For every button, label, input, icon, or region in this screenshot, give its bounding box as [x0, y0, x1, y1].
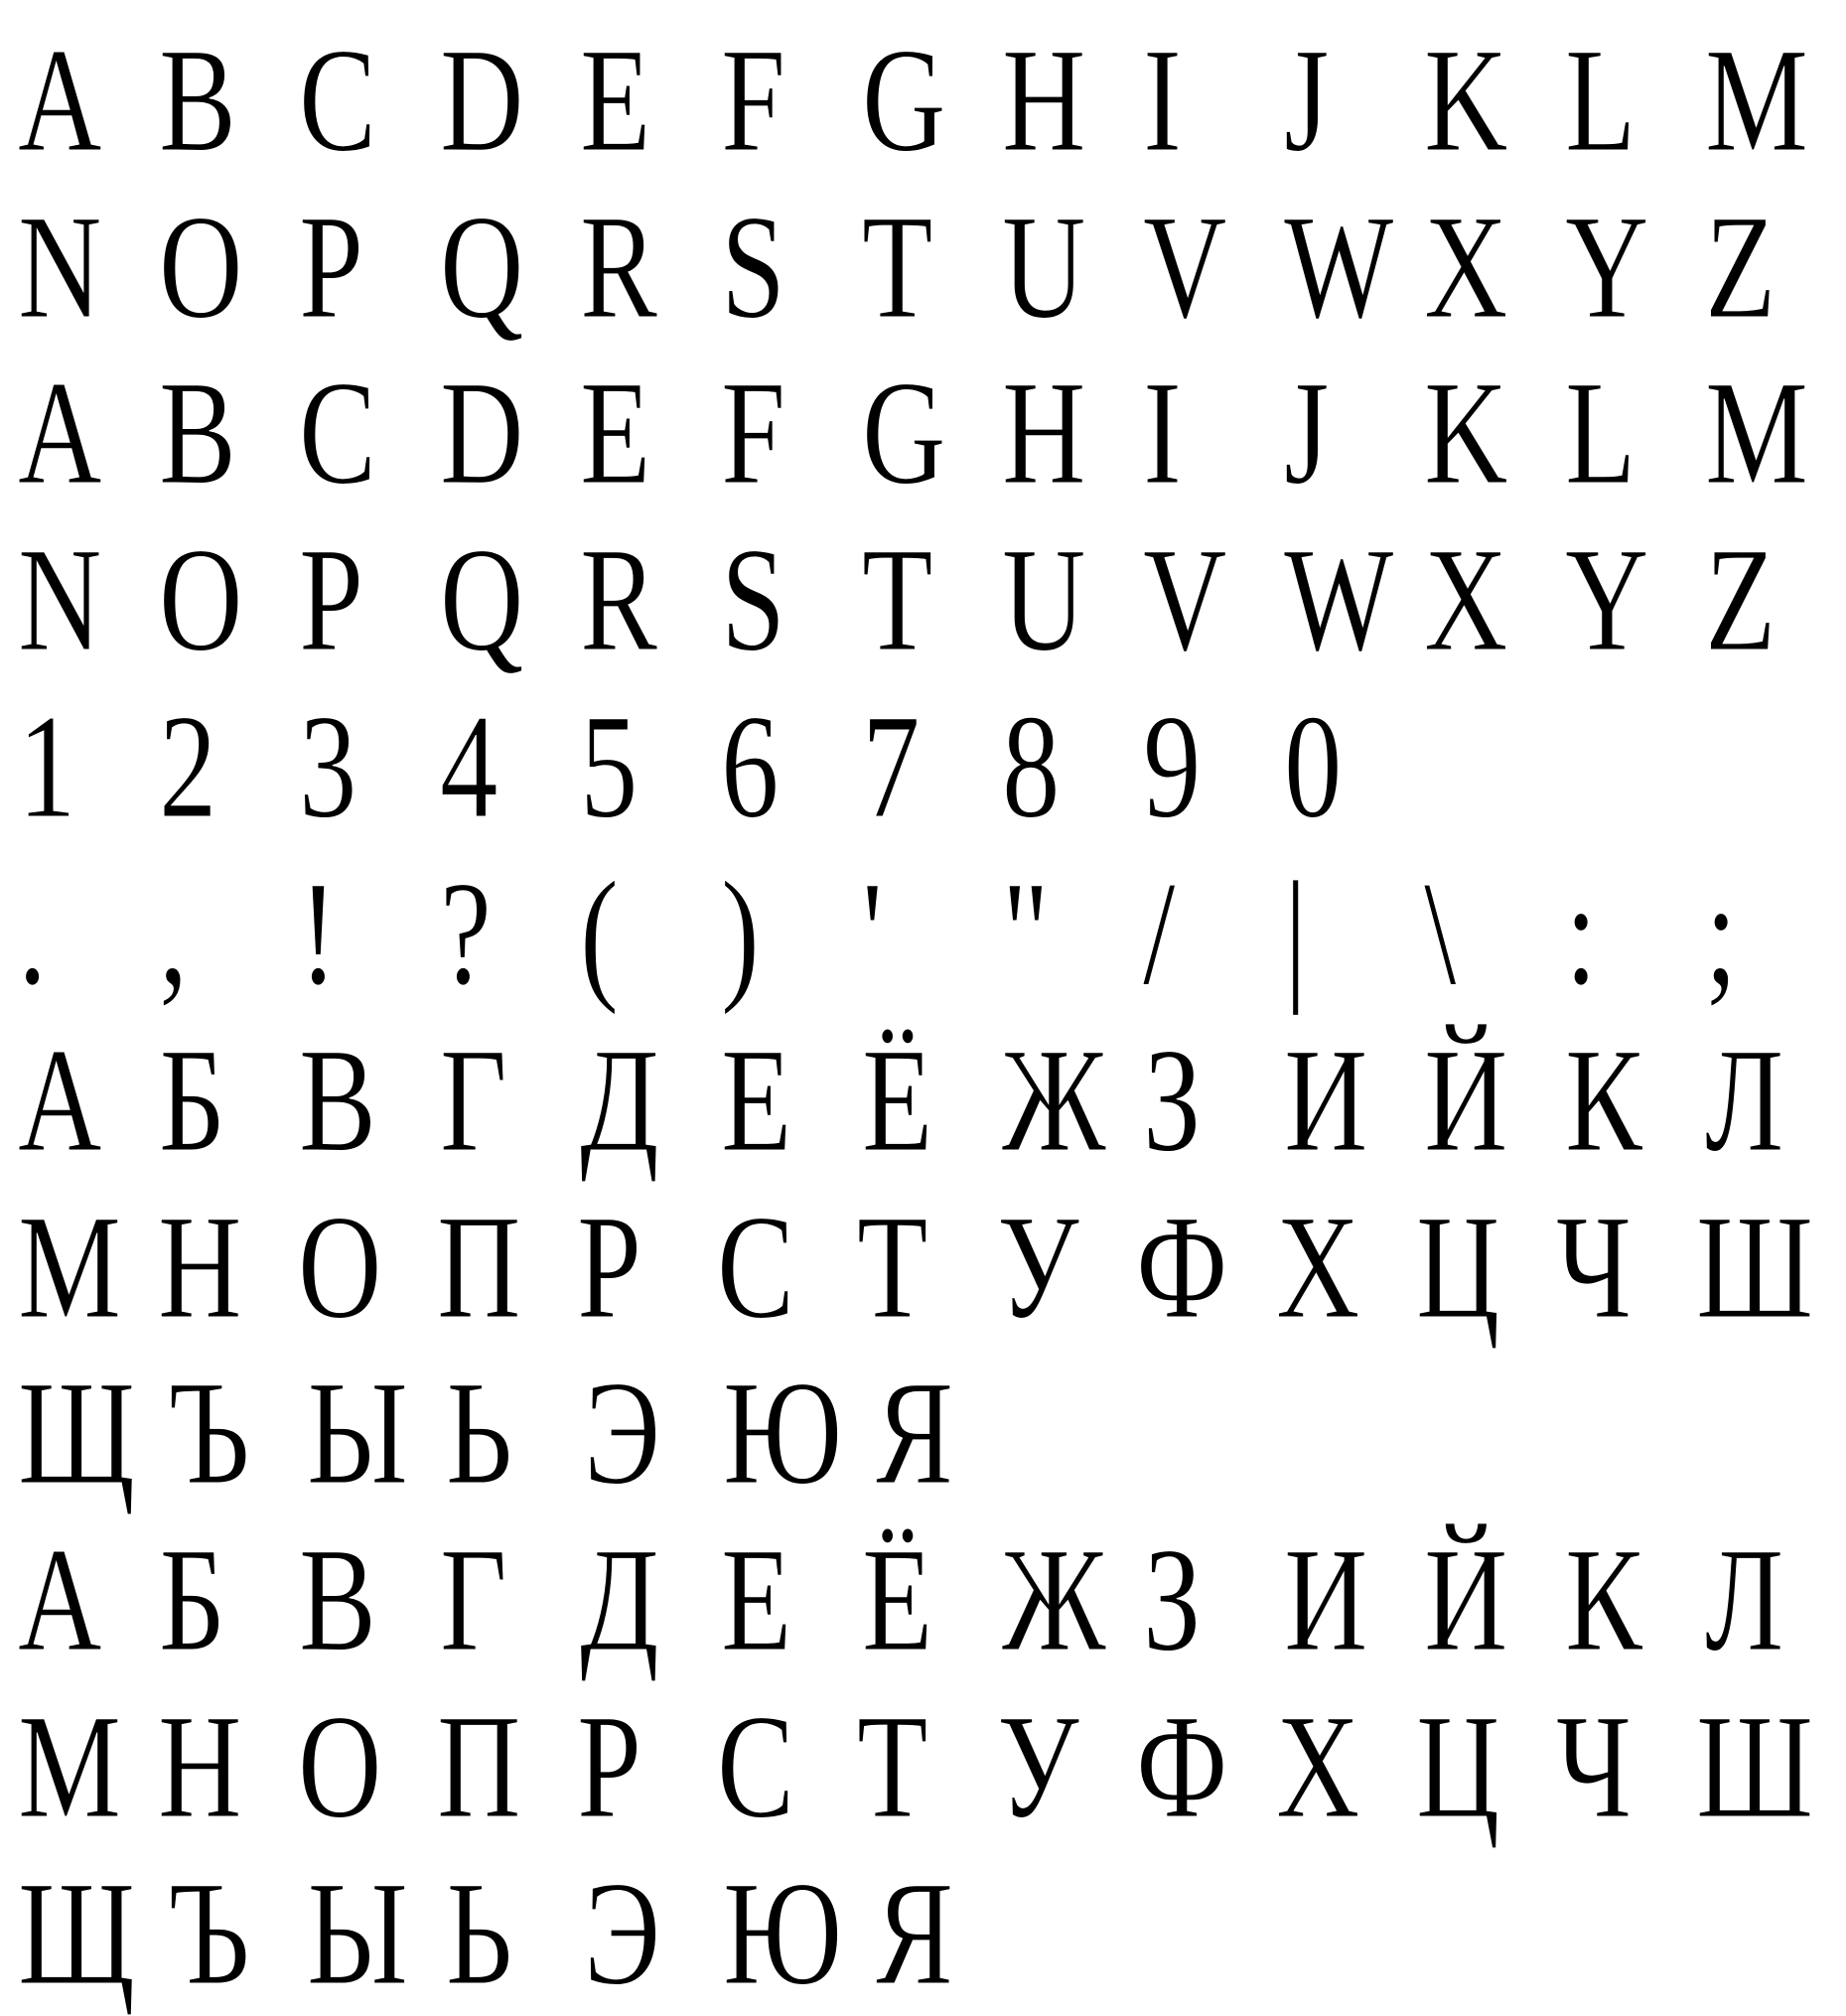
glyph-char: Ш: [1695, 1184, 1813, 1350]
glyph-row-digits: [18, 666, 1846, 850]
glyph-char: К: [1564, 1017, 1642, 1183]
glyph-char: Ф: [1136, 1184, 1228, 1350]
glyph-char: Т: [856, 1184, 928, 1350]
glyph-cell: [1142, 1000, 1284, 1183]
glyph-cell: [18, 334, 159, 516]
glyph-cell: [439, 500, 581, 683]
glyph-char: Х: [1276, 1684, 1360, 1850]
glyph-cell: [445, 1833, 585, 2016]
glyph-char: D: [439, 17, 524, 183]
glyph-cell: [861, 666, 1003, 850]
glyph-cell: [1564, 500, 1706, 683]
glyph-cell: [439, 167, 581, 350]
glyph-cell: [18, 666, 159, 850]
glyph-cell: [1283, 1000, 1425, 1183]
glyph-cell: [157, 1666, 298, 1850]
glyph-cell: [168, 1334, 307, 1516]
glyph-cell: [439, 334, 581, 516]
glyph-char: C: [299, 351, 377, 516]
glyph-char: E: [580, 351, 651, 516]
glyph-cell: [1142, 167, 1284, 350]
glyph-cell: [1002, 833, 1143, 1016]
glyph-cell: [1142, 334, 1284, 516]
glyph-char: G: [861, 17, 946, 183]
glyph-char: F: [721, 17, 786, 183]
glyph-cell: [856, 1167, 997, 1350]
glyph-cell: [158, 666, 300, 850]
glyph-char: Ы: [306, 1351, 408, 1516]
glyph-cell: [1002, 1500, 1143, 1683]
glyph-char: Q: [439, 517, 524, 683]
glyph-cell: [158, 1500, 300, 1683]
glyph-cell: [18, 1833, 168, 2016]
glyph-row-latin-uppercase-n-z: [18, 167, 1846, 350]
glyph-cell: [1424, 500, 1565, 683]
glyph-char: Й: [1424, 1517, 1508, 1683]
glyph-cell: [875, 1833, 1015, 2016]
glyph-char: Х: [1276, 1184, 1360, 1350]
glyph-cell: [1424, 1500, 1565, 1683]
glyph-char: 4: [439, 684, 498, 850]
glyph-cell: [1136, 1167, 1276, 1350]
glyph-char: Ц: [1416, 1684, 1500, 1850]
glyph-cell: [721, 1000, 862, 1183]
glyph-cell: [439, 833, 581, 1016]
glyph-char: O: [158, 184, 243, 350]
glyph-row-punctuation: [18, 833, 1846, 1016]
glyph-char: /: [1142, 850, 1176, 1016]
glyph-char: J: [1283, 17, 1330, 183]
glyph-char: Ь: [445, 1850, 512, 2016]
glyph-char: Ъ: [168, 1850, 250, 2016]
glyph-cell: [158, 167, 300, 350]
glyph-cell: [299, 334, 440, 516]
glyph-char: 7: [861, 684, 921, 850]
glyph-char: Д: [580, 1517, 660, 1683]
glyph-cell: [18, 0, 159, 183]
glyph-cell: [18, 1167, 158, 1350]
glyph-cell: [1002, 1000, 1143, 1183]
glyph-char: T: [861, 517, 933, 683]
glyph-char: Y: [1564, 184, 1649, 350]
glyph-cell: [18, 833, 159, 1016]
glyph-cell: [577, 1666, 717, 1850]
glyph-char: Ъ: [168, 1351, 250, 1516]
glyph-cell: [158, 833, 300, 1016]
glyph-cell: [722, 1334, 876, 1516]
glyph-cell: [1283, 666, 1425, 850]
glyph-cell: [1564, 334, 1706, 516]
glyph-cell: [856, 1666, 997, 1850]
glyph-cell: [996, 1167, 1137, 1350]
glyph-cell: [1424, 167, 1565, 350]
glyph-cell: [717, 1167, 857, 1350]
glyph-char: |: [1283, 850, 1307, 1016]
glyph-char: В: [299, 1517, 377, 1683]
glyph-char: B: [158, 17, 236, 183]
glyph-char: Щ: [18, 1850, 136, 2016]
glyph-char: Q: [439, 184, 524, 350]
glyph-cell: [1555, 1167, 1696, 1350]
glyph-cell: [1283, 500, 1425, 683]
glyph-char: М: [18, 1684, 122, 1850]
glyph-char: П: [437, 1684, 521, 1850]
glyph-char: 5: [580, 684, 639, 850]
glyph-char: H: [1002, 17, 1086, 183]
glyph-char: .: [18, 850, 48, 1016]
glyph-cell: [721, 0, 862, 183]
glyph-cell: [580, 1000, 721, 1183]
glyph-cell: [1283, 0, 1425, 183]
glyph-cell: [1002, 167, 1143, 350]
glyph-char: F: [721, 351, 786, 516]
glyph-cell: [439, 0, 581, 183]
glyph-char: U: [1002, 184, 1086, 350]
glyph-cell: [299, 833, 440, 1016]
glyph-char: Ч: [1555, 1684, 1632, 1850]
glyph-cell: [168, 1833, 307, 2016]
glyph-char: 9: [1142, 684, 1202, 850]
glyph-char: Z: [1705, 517, 1776, 683]
glyph-char: Б: [158, 1017, 225, 1183]
glyph-cell: [18, 1666, 158, 1850]
glyph-char: K: [1424, 17, 1508, 183]
glyph-cell: [861, 500, 1003, 683]
glyph-cell: [1705, 1500, 1846, 1683]
glyph-cell: [1424, 0, 1565, 183]
glyph-cell: [1564, 0, 1706, 183]
glyph-cell: [1142, 0, 1284, 183]
glyph-char: T: [861, 184, 933, 350]
glyph-char: W: [1283, 517, 1393, 683]
glyph-char: Э: [584, 1351, 661, 1516]
glyph-char: D: [439, 351, 524, 516]
glyph-cell: [437, 1167, 577, 1350]
glyph-char: !: [299, 850, 339, 1016]
glyph-row-cyrillic-uppercase-a-l: [18, 1000, 1846, 1183]
glyph-char: В: [299, 1017, 377, 1183]
glyph-cell: [580, 500, 721, 683]
glyph-cell: [1705, 167, 1846, 350]
glyph-char: 3: [299, 684, 357, 850]
glyph-char: 6: [721, 684, 780, 850]
glyph-char: J: [1283, 351, 1330, 516]
glyph-cell: [299, 666, 440, 850]
glyph-char: С: [717, 1684, 795, 1850]
glyph-char: K: [1424, 351, 1508, 516]
glyph-char: Z: [1705, 184, 1776, 350]
glyph-cell: [18, 500, 159, 683]
glyph-cell: [717, 1666, 857, 1850]
glyph-char: Р: [577, 1684, 642, 1850]
glyph-char: Ю: [722, 1351, 842, 1516]
glyph-row-cyrillic-lowercase-a-l: [18, 1500, 1846, 1683]
glyph-char: Щ: [18, 1351, 136, 1516]
glyph-cell: [721, 500, 862, 683]
glyph-cell: [1564, 167, 1706, 350]
glyph-cell: [445, 1334, 585, 1516]
glyph-cell: [1424, 833, 1565, 1016]
glyph-char: 0: [1283, 684, 1343, 850]
glyph-char: M: [1705, 17, 1809, 183]
glyph-row-latin-lowercase-a-m: [18, 334, 1846, 516]
glyph-char: A: [18, 17, 102, 183]
glyph-char: У: [996, 1684, 1079, 1850]
glyph-char: ': [861, 850, 883, 1016]
glyph-char: ,: [158, 850, 188, 1016]
glyph-char: E: [580, 17, 651, 183]
glyph-char: О: [297, 1684, 382, 1850]
glyph-cell: [158, 334, 300, 516]
glyph-char: C: [299, 17, 377, 183]
glyph-char: У: [996, 1184, 1079, 1350]
glyph-cell: [1424, 334, 1565, 516]
glyph-cell: [1283, 334, 1425, 516]
glyph-char: О: [297, 1184, 382, 1350]
glyph-char: S: [721, 517, 786, 683]
glyph-char: V: [1142, 184, 1227, 350]
glyph-cell: [577, 1167, 717, 1350]
glyph-cell: [580, 0, 721, 183]
glyph-cell: [1002, 334, 1143, 516]
glyph-cell: [584, 1334, 723, 1516]
glyph-char: А: [18, 1017, 102, 1183]
glyph-char: ?: [439, 850, 492, 1016]
glyph-cell: [1142, 500, 1284, 683]
glyph-cell: [996, 1666, 1137, 1850]
glyph-char: B: [158, 351, 236, 516]
glyph-cell: [1555, 1666, 1696, 1850]
glyph-cell: [157, 1167, 298, 1350]
glyph-char: Ю: [722, 1850, 842, 2016]
glyph-char: Ё: [861, 1017, 933, 1183]
glyph-cell: [1705, 1000, 1846, 1183]
glyph-cell: [1276, 1167, 1416, 1350]
glyph-char: Й: [1424, 1017, 1508, 1183]
glyph-char: Д: [580, 1017, 660, 1183]
glyph-cell: [721, 833, 862, 1016]
glyph-row-cyrillic-lowercase-m-sh: [18, 1666, 1846, 1850]
glyph-char: Ы: [306, 1850, 408, 2016]
glyph-cell: [1564, 833, 1706, 1016]
glyph-cell: [439, 1500, 581, 1683]
glyph-char: 2: [158, 684, 217, 850]
glyph-cell: [721, 666, 862, 850]
glyph-char: L: [1564, 17, 1636, 183]
glyph-cell: [580, 666, 721, 850]
glyph-cell: [580, 334, 721, 516]
glyph-cell: [1276, 1666, 1416, 1850]
glyph-char: I: [1142, 17, 1182, 183]
glyph-char: Ё: [861, 1517, 933, 1683]
glyph-char: ;: [1705, 850, 1738, 1016]
glyph-cell: [158, 500, 300, 683]
glyph-cell: [722, 1833, 876, 2016]
glyph-char: 8: [1002, 684, 1061, 850]
glyph-char: U: [1002, 517, 1086, 683]
glyph-cell: [18, 1500, 159, 1683]
glyph-cell: [861, 334, 1003, 516]
glyph-cell: [580, 167, 721, 350]
glyph-cell: [1002, 0, 1143, 183]
glyph-char: ): [721, 850, 761, 1016]
glyph-cell: [1283, 1500, 1425, 1683]
glyph-cell: [306, 1334, 446, 1516]
glyph-cell: [299, 1500, 440, 1683]
glyph-cell: [1416, 1167, 1556, 1350]
glyph-char: Б: [158, 1517, 225, 1683]
glyph-char: R: [580, 184, 658, 350]
glyph-char: Y: [1564, 517, 1649, 683]
glyph-char: H: [1002, 351, 1086, 516]
glyph-cell: [1283, 833, 1425, 1016]
glyph-char: Т: [856, 1684, 928, 1850]
glyph-cell: [1002, 666, 1143, 850]
glyph-cell: [1002, 500, 1143, 683]
glyph-char: Ш: [1695, 1684, 1813, 1850]
glyph-cell: [299, 0, 440, 183]
glyph-char: M: [1705, 351, 1809, 516]
glyph-char: P: [299, 517, 364, 683]
glyph-char: Г: [439, 1017, 507, 1183]
glyph-char: Ф: [1136, 1684, 1228, 1850]
glyph-char: Ж: [1002, 1017, 1107, 1183]
glyph-char: М: [18, 1184, 122, 1350]
glyph-cell: [299, 1000, 440, 1183]
glyph-char: Н: [157, 1184, 242, 1350]
glyph-char: X: [1424, 184, 1508, 350]
glyph-cell: [721, 167, 862, 350]
glyph-cell: [861, 1000, 1003, 1183]
glyph-cell: [1705, 334, 1846, 516]
glyph-cell: [299, 500, 440, 683]
glyph-cell: [18, 1334, 168, 1516]
glyph-cell: [158, 0, 300, 183]
glyph-cell: [1705, 0, 1846, 183]
glyph-char: G: [861, 351, 946, 516]
glyph-cell: [1564, 1000, 1706, 1183]
glyph-char: N: [18, 184, 102, 350]
glyph-cell: [721, 1500, 862, 1683]
glyph-char: X: [1424, 517, 1508, 683]
glyph-cell: [306, 1833, 446, 2016]
glyph-cell: [580, 1500, 721, 1683]
glyph-cell: [1142, 666, 1284, 850]
glyph-cell: [158, 1000, 300, 1183]
glyph-char: :: [1564, 850, 1598, 1016]
glyph-cell: [1416, 1666, 1556, 1850]
glyph-char: Ж: [1002, 1517, 1107, 1683]
glyph-cell: [1705, 500, 1846, 683]
glyph-cell: [861, 0, 1003, 183]
glyph-char: 1: [18, 684, 76, 850]
glyph-char: Е: [721, 1517, 792, 1683]
glyph-char: I: [1142, 351, 1182, 516]
glyph-char: Э: [584, 1850, 661, 2016]
glyph-row-cyrillic-uppercase-m-sh: [18, 1167, 1846, 1350]
glyph-cell: [875, 1334, 1015, 1516]
glyph-cell: [1283, 167, 1425, 350]
glyph-row-cyrillic-uppercase-shcha-ya: [18, 1334, 1846, 1516]
glyph-char: W: [1283, 184, 1393, 350]
glyph-char: ": [1002, 850, 1051, 1016]
glyph-char: Р: [577, 1184, 642, 1350]
glyph-cell: [18, 1000, 159, 1183]
glyph-cell: [580, 833, 721, 1016]
glyph-cell: [1705, 833, 1846, 1016]
glyph-char: З: [1142, 1017, 1202, 1183]
glyph-char: К: [1564, 1517, 1642, 1683]
glyph-cell: [439, 666, 581, 850]
glyph-cell: [584, 1833, 723, 2016]
glyph-char: Г: [439, 1517, 507, 1683]
glyph-char: Я: [875, 1850, 953, 2016]
glyph-char: R: [580, 517, 658, 683]
glyph-cell: [1136, 1666, 1276, 1850]
glyph-cell: [1695, 1167, 1846, 1350]
glyph-char: \: [1424, 850, 1457, 1016]
glyph-char: S: [721, 184, 786, 350]
glyph-row-cyrillic-lowercase-shcha-ya: [18, 1833, 1846, 2016]
glyph-cell: [1564, 1500, 1706, 1683]
glyph-char: N: [18, 517, 102, 683]
glyph-cell: [1424, 1000, 1565, 1183]
glyph-char: И: [1283, 1517, 1368, 1683]
glyph-char: Н: [157, 1684, 242, 1850]
glyph-cell: [861, 167, 1003, 350]
glyph-char: A: [18, 351, 102, 516]
glyph-cell: [721, 334, 862, 516]
glyph-cell: [1695, 1666, 1846, 1850]
glyph-char: С: [717, 1184, 795, 1350]
glyph-char: З: [1142, 1517, 1202, 1683]
glyph-cell: [861, 1500, 1003, 1683]
glyph-row-latin-uppercase-a-m: [18, 0, 1846, 183]
glyph-cell: [437, 1666, 577, 1850]
glyph-row-latin-lowercase-n-z: [18, 500, 1846, 683]
glyph-char: Ч: [1555, 1184, 1632, 1350]
glyph-cell: [1142, 1500, 1284, 1683]
glyph-char: Е: [721, 1017, 792, 1183]
glyph-cell: [297, 1666, 438, 1850]
glyph-char: Ь: [445, 1351, 512, 1516]
glyph-char: Я: [875, 1351, 953, 1516]
glyph-char: И: [1283, 1017, 1368, 1183]
glyph-char: L: [1564, 351, 1636, 516]
glyph-char: А: [18, 1517, 102, 1683]
glyph-char: (: [580, 850, 620, 1016]
glyph-char: П: [437, 1184, 521, 1350]
glyph-char: P: [299, 184, 364, 350]
glyph-char: V: [1142, 517, 1227, 683]
glyph-cell: [861, 833, 1003, 1016]
glyph-char: Л: [1705, 1517, 1784, 1683]
glyph-char: O: [158, 517, 243, 683]
glyph-cell: [299, 167, 440, 350]
glyph-char: Л: [1705, 1017, 1784, 1183]
glyph-char: Ц: [1416, 1184, 1500, 1350]
glyph-cell: [1142, 833, 1284, 1016]
glyph-cell: [439, 1000, 581, 1183]
glyph-cell: [297, 1167, 438, 1350]
glyph-cell: [18, 167, 159, 350]
